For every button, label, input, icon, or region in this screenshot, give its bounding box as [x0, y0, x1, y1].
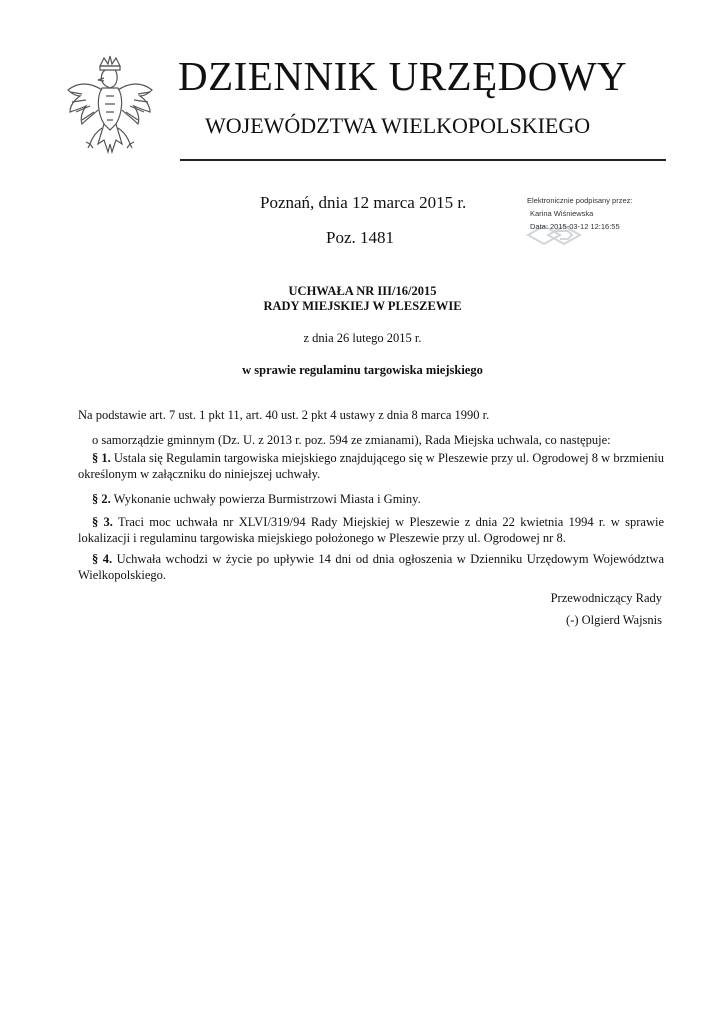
section-text: Uchwała wchodzi w życie po upływie 14 dni od dnia ogłoszenia w Dzienniku Urzędowym Województwa Wielkopolskiego. [78, 552, 665, 582]
legal-basis-line-1: Na podstawie art. 7 ust. 1 pkt 11, art. 40 ust. 2 pkt 4 ustawy z dnia 8 marca 1990 r. [78, 408, 490, 422]
position-number: Poz. 1481 [326, 228, 394, 247]
journal-subtitle: WOJEWÓDZTWA WIELKOPOLSKIEGO [205, 113, 591, 138]
section-symbol: § 2. [92, 492, 111, 506]
section-paragraph-2 [78, 491, 664, 507]
polish-eagle-emblem-icon [60, 52, 160, 164]
resolution-date: z dnia 26 lutego 2015 r. [303, 331, 422, 345]
section-text: Ustala się Regulamin targowiska miejskiego znajdującego się w Pleszewie przy ul. Ogrodowej 8 w brzmieniu określonym w załączniku do niniejszej uchwały. [78, 451, 665, 481]
section-paragraph-4 [78, 551, 664, 583]
section-symbol: § 1. [92, 451, 111, 465]
signer-name-electronic: Karina Wiśniewska [530, 209, 594, 218]
resolution-subject: w sprawie regulaminu targowiska miejskiego [242, 363, 483, 377]
place-and-date: Poznań, dnia 12 marca 2015 r. [260, 193, 467, 212]
journal-title: DZIENNIK URZĘDOWY [178, 53, 628, 99]
electronic-signature-block [524, 196, 644, 256]
section-text: Traci moc uchwała nr XLVI/319/94 Rady Miejskiej w Pleszewie z dnia 22 kwietnia 1994 r. w sprawie lokalizacji i regulaminu targowiska miejskiego położonego w Pleszewie przy ul. Ogrodowej nr 8. [78, 515, 664, 545]
section-symbol: § 4. [92, 552, 113, 566]
section-paragraph-3 [78, 514, 664, 546]
signature-date: Data: 2015-03-12 12:16:55 [530, 222, 620, 231]
header-divider [180, 159, 666, 161]
section-paragraph-1 [78, 450, 664, 482]
section-symbol: § 3. [92, 515, 113, 529]
resolution-number: UCHWAŁA NR III/16/2015 [288, 284, 437, 298]
legal-basis-line-2: o samorządzie gminnym (Dz. U. z 2013 r. poz. 594 ze zmianami), Rada Miejska uchwala, co następuje: [92, 433, 611, 447]
signer-title: Przewodniczący Rady [550, 591, 662, 605]
signature-heading: Elektronicznie podpisany przez: [527, 196, 633, 205]
signer-name: (-) Olgierd Wajsnis [566, 613, 662, 627]
resolution-council: RADY MIEJSKIEJ W PLESZEWIE [263, 299, 462, 313]
section-text: Wykonanie uchwały powierza Burmistrzowi Miasta i Gminy. [113, 492, 421, 506]
